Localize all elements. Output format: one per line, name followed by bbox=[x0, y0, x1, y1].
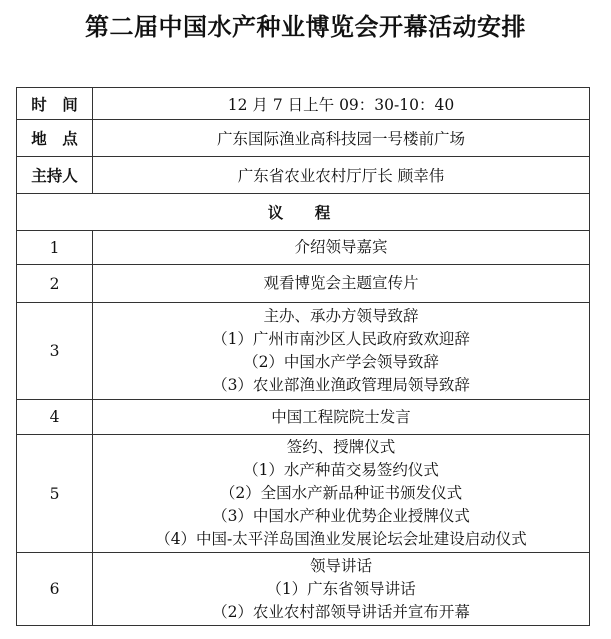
host-label: 主持人 bbox=[17, 157, 93, 194]
agenda-content bbox=[93, 553, 590, 626]
agenda-line: 主办、承办方领导致辞 bbox=[263, 307, 419, 325]
agenda-line: （3）农业部渔业渔政管理局领导致辞 bbox=[212, 376, 470, 394]
location-label: 地 点 bbox=[17, 120, 93, 157]
agenda-line: （2）中国水产学会领导致辞 bbox=[243, 353, 439, 371]
schedule-table bbox=[16, 87, 590, 626]
agenda-heading: 议 程 bbox=[17, 194, 590, 231]
agenda-line: （3）中国水产种业优势企业授牌仪式 bbox=[212, 507, 470, 525]
info-row-time bbox=[17, 88, 590, 120]
agenda-row bbox=[17, 303, 590, 400]
agenda-row bbox=[17, 435, 590, 553]
agenda-number: 2 bbox=[17, 265, 93, 303]
agenda-line: 签约、授牌仪式 bbox=[286, 438, 396, 456]
agenda-row bbox=[17, 265, 590, 303]
time-value: 12 月 7 日上午 09：30-10：40 bbox=[93, 88, 590, 120]
agenda-row bbox=[17, 553, 590, 626]
host-value: 广东省农业农村厅厅长 顾幸伟 bbox=[93, 157, 590, 194]
agenda-line: 观看博览会主题宣传片 bbox=[263, 274, 419, 292]
agenda-line: （1）广东省领导讲话 bbox=[266, 579, 416, 598]
agenda-content bbox=[93, 435, 590, 553]
agenda-line: 中国工程院院士发言 bbox=[271, 407, 411, 426]
agenda-heading-row bbox=[17, 194, 590, 231]
agenda-line: 领导讲话 bbox=[309, 556, 372, 575]
agenda-line: （4）中国-太平洋岛国渔业发展论坛会址建设启动仪式 bbox=[155, 530, 527, 548]
agenda-row bbox=[17, 400, 590, 435]
agenda-content bbox=[93, 231, 590, 265]
agenda-line: （2）全国水产新品种证书颁发仪式 bbox=[219, 484, 463, 502]
agenda-number: 1 bbox=[17, 231, 93, 265]
agenda-line: （1）广州市南沙区人民政府致欢迎辞 bbox=[212, 330, 470, 348]
agenda-number: 4 bbox=[17, 400, 93, 435]
agenda-row bbox=[17, 231, 590, 265]
agenda-line: （2）农业农村部领导讲话并宣布开幕 bbox=[212, 602, 470, 621]
agenda-content bbox=[93, 265, 590, 303]
agenda-number: 5 bbox=[17, 435, 93, 553]
location-value: 广东国际渔业高科技园一号楼前广场 bbox=[93, 120, 590, 157]
time-label: 时 间 bbox=[17, 88, 93, 120]
agenda-number: 3 bbox=[17, 303, 93, 400]
info-row-host bbox=[17, 157, 590, 194]
agenda-content bbox=[93, 303, 590, 400]
agenda-content bbox=[93, 400, 590, 435]
agenda-line: 介绍领导嘉宾 bbox=[294, 238, 388, 256]
info-row-location bbox=[17, 120, 590, 157]
agenda-line: （1）水产种苗交易签约仪式 bbox=[243, 461, 439, 479]
agenda-number: 6 bbox=[17, 553, 93, 626]
page-title: 第二届中国水产种业博览会开幕活动安排 bbox=[85, 13, 526, 41]
